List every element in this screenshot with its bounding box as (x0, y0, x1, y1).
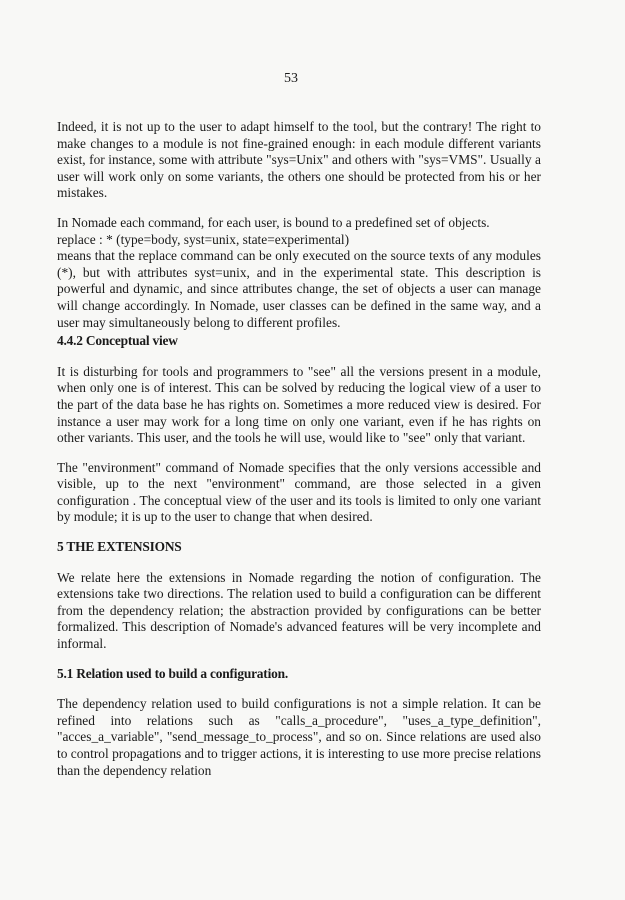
paragraph-command-binding-explanation: means that the replace command can be only executed on the source texts of any modules (*), but with attributes syst=unix, and in the experimental state. This description is powerful and dynamic, and since attributes change, the set of objects a user can manage will change accordingly. In Nomade, user classes can be defined in the same way, and a user may simultaneously belong to different profiles. (57, 248, 541, 330)
page-number: 53 (284, 71, 298, 86)
paragraph-dependency-relation: The dependency relation used to build configurations is not a simple relation. It can be refined into relations such as "calls_a_procedure", "uses_a_type_definition", "acces_a_variable", "send_message_to_process", and so on. Since relations are used also to control propagations and to trigger actions, it is interesting to use more precise relations than the dependency relation (57, 696, 541, 778)
heading-extensions: 5 THE EXTENSIONS (57, 539, 182, 555)
page-content (57, 119, 541, 779)
paragraph-command-example: replace : * (type=body, syst=unix, state=experimental) (57, 231, 350, 247)
heading-relation-configuration: 5.1 Relation used to build a configuration. (57, 665, 288, 681)
paragraph-environment-command: The "environment" command of Nomade specifies that the only versions accessible and visible, up to the next "environment" command, are those selected in a given configuration . The conceptual view of the user and its tools is limited to only one variant by module; it is up to the user to change that when desired. (57, 459, 541, 525)
paragraph-logical-view: It is disturbing for tools and programmers to "see" all the versions present in a module, when only one is of interest. This can be solved by reducing the logical view of a user to the part of the data base he has rights on. Sometimes a more reduced view is desired. For instance a user may work for a long time on only one variant, even if he has rights on other variants. This user, and the tools he will use, would like to "see" only that variant. (57, 363, 541, 446)
heading-conceptual-view: 4.4.2 Conceptual view (57, 333, 178, 349)
paragraph-user-rights: Indeed, it is not up to the user to adapt himself to the tool, but the contrary! The right to make changes to a module is not fine-grained enough: in each module different variants exist, for instance, some with attribute "sys=Unix" and others with "sys=VMS". Usually a user will work only on some variants, the others one should be protected from his or her mistakes. (57, 119, 541, 201)
paragraph-extensions-overview: We relate here the extensions in Nomade regarding the notion of configuration. The extensions take two directions. The relation used to build a configuration can be different from the dependency relation; the abstraction provided by configurations can be better formalized. This description of Nomade's advanced features will be very incomplete and informal. (57, 569, 541, 652)
paragraph-command-binding-intro: In Nomade each command, for each user, is bound to a predefined set of objects. (57, 214, 490, 230)
